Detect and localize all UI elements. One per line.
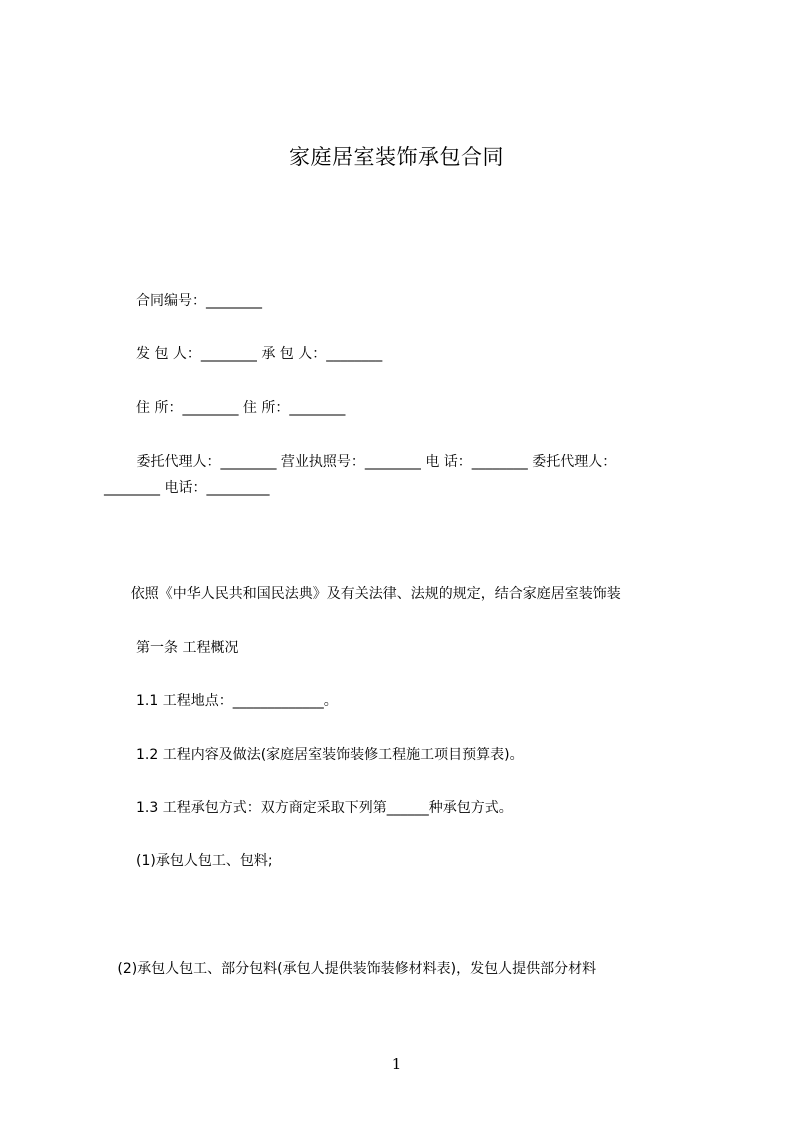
contract-number-line: 合同编号：________ xyxy=(136,293,262,309)
article-1-heading: 第一条 工程概况 xyxy=(136,640,239,656)
option-2-line-1: (2)承包人包工、部分包料(承包人提供装饰装修材料表)，发包人提供部分材料 xyxy=(104,961,597,977)
parties-line: 发 包 人：________ 承 包 人：________ xyxy=(136,346,383,362)
option-2-paragraph xyxy=(104,904,704,982)
item-1-2: 1.2 工程内容及做法(家庭居室装饰装修工程施工项目预算表)。 xyxy=(136,747,524,763)
intro-paragraph xyxy=(104,529,704,607)
agent-line-1: 委托代理人：________ 营业执照号：________ 电 话：________ 委托代理人： xyxy=(132,454,617,470)
document-title: 家庭居室装饰承包合同 xyxy=(289,145,504,169)
addresses-line: 住 所：________ 住 所：________ xyxy=(136,400,346,416)
page-number: 1 xyxy=(391,1055,402,1073)
item-1-1: 1.1 工程地点：_____________。 xyxy=(136,693,338,709)
agent-line-2: ________ 电话：_________ xyxy=(104,480,270,496)
item-1-3: 1.3 工程承包方式：双方商定采取下列第______种承包方式。 xyxy=(136,800,513,816)
option-1: (1)承包人包工、包料; xyxy=(136,853,273,869)
intro-line-1: 依照《中华人民共和国民法典》及有关法律、法规的规定，结合家庭居室装饰装 xyxy=(104,586,621,602)
